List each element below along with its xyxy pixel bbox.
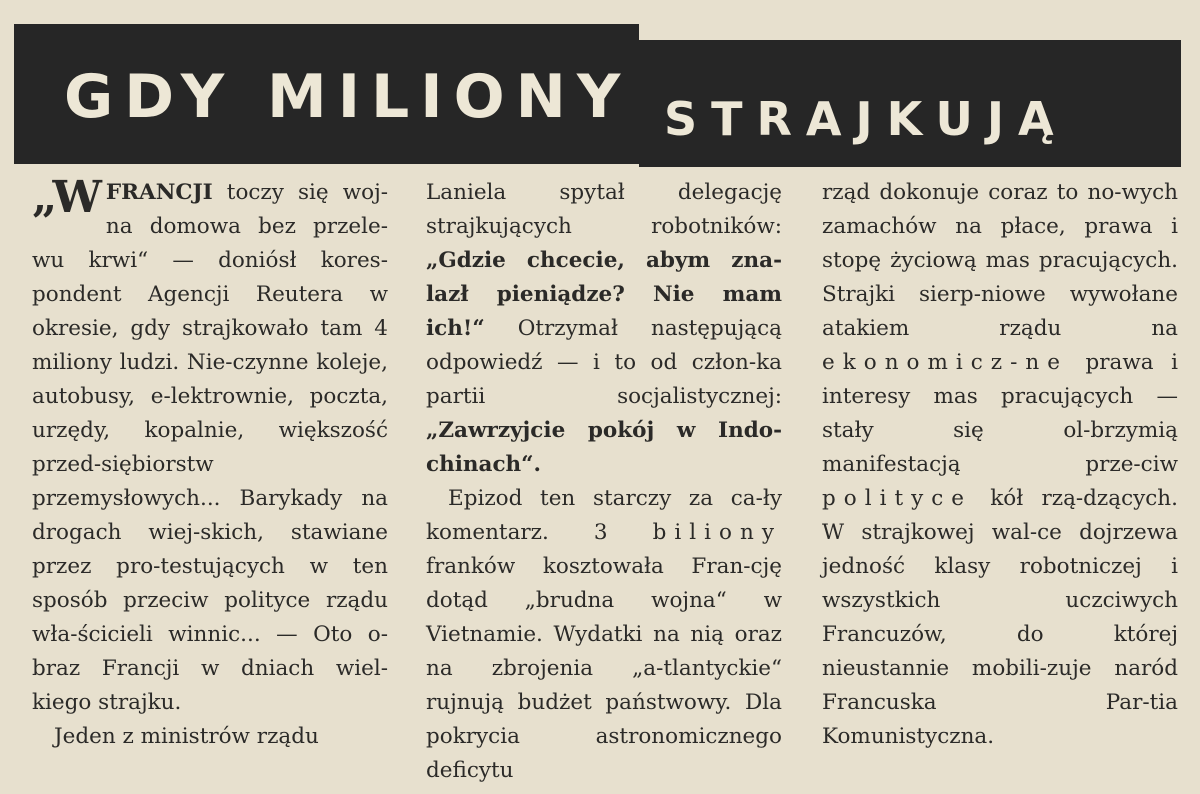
paragraph-text: Laniela spytał delegację strajkujących robotników: [426, 180, 782, 239]
spaced-word: ekonomicz-ne [822, 350, 1068, 375]
paragraph [426, 482, 782, 788]
headline-part-2: STRAJKUJĄ [664, 92, 1068, 146]
lead-word: FRANCJI [105, 180, 213, 205]
article-column-3 [822, 176, 1178, 754]
bold-quote: „Zawrzyjcie pokój w Indo-chinach“. [426, 418, 782, 477]
paragraph [32, 172, 388, 720]
bold-quote: „Gdzie chcecie, abym zna-lazł pieniądze? Nie mam ich!“ [426, 248, 782, 341]
paragraph-text: toczy się woj-na domowa bez przele-wu krwi“ — doniósł kores-pondent Agencji Reutera w okresie, gdy strajkowało tam 4 miliony ludzi. Nie-czynne koleje, autobusy, e-lektrownie, poczta, urzędy, kopalnie, większość przed-siębiorstw przemysłowych... Barykady na drogach wiej-skich, stawiane przez pro-testujących w ten sposób przeciw polityce rządu wła-ścicieli winnic... — Oto o-braz Francji w dniach wiel-kiego strajku. [32, 180, 388, 715]
paragraph-text: Otrzymał następującą odpowiedź — i to od człon-ka partii socjalistycznej: [426, 316, 782, 409]
spaced-word: polityce [822, 486, 973, 511]
paragraph [426, 176, 782, 482]
article-column-2 [426, 176, 782, 788]
paragraph-text: kół rzą-dzących. W strajkowej wal-ce dojrzewa jedność klasy robotniczej i wszystkich uczciwych Francuzów, do której nieustannie mobili-zuje naród Francuska Par-tia Komunistyczna. [822, 486, 1178, 749]
paragraph [822, 176, 1178, 754]
paragraph-text: Epizod ten starczy za ca-ły komentarz. 3 [426, 486, 782, 545]
paragraph-text: prawa i interesy mas pracujących — stały się ol-brzymią manifestacją prze-ciw [822, 350, 1178, 477]
headline-part-1: GDY MILIONY [64, 62, 632, 132]
paragraph-text: rząd dokonuje coraz to no-wych zamachów na płace, prawa i stopę życiową mas pracujących. Strajki sierp-niowe wywołane atakiem rządu na [822, 180, 1178, 341]
article-column-1 [32, 172, 388, 754]
paragraph-text: franków kosztowała Fran-cję dotąd „brudna wojna“ w Vietnamie. Wydatki na nią oraz na zbrojenia „a-tlantyckie“ rujnują budżet państwowy. Dla pokrycia astronomicznego deficytu [426, 554, 782, 783]
paragraph: Jeden z ministrów rządu [54, 724, 319, 749]
spaced-word: biliony [652, 520, 782, 545]
drop-cap: „W [32, 172, 102, 223]
